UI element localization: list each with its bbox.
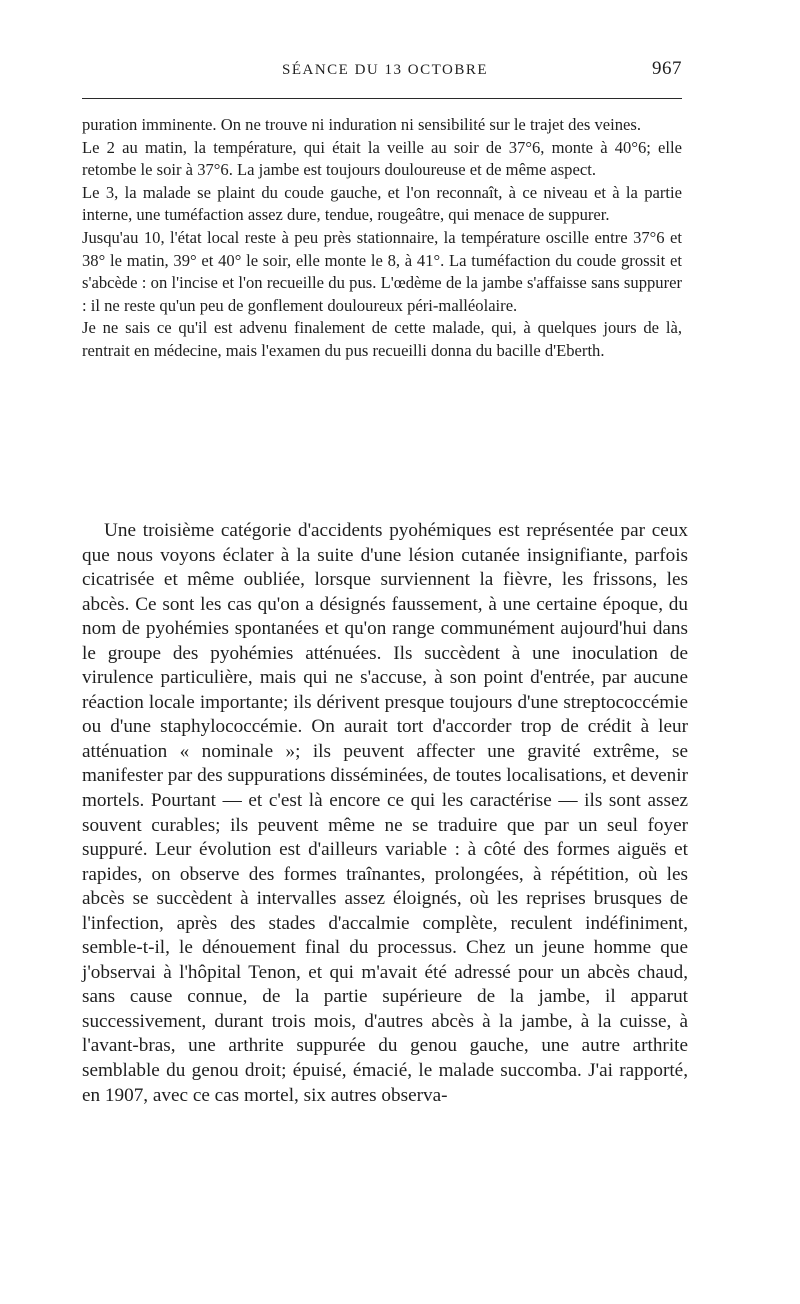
running-header: [82, 56, 682, 86]
running-title: SÉANCE DU 13 OCTOBRE: [282, 62, 488, 78]
body-paragraph: Une troisième catégorie d'accidents pyohémiques est représentée par ceux que nous voyons éclater à la suite d'une lésion cutanée insignifiante, parfois cicatrisée et même oubliée, lorsque surviennent la fièvre, les frissons, les abcès. Ce sont les cas qu'on a désignés faussement, à une certaine époque, du nom de pyohémies spontanées et qu'on range communément aujourd'hui dans le groupe des pyohémies atténuées. Ils succèdent à une inoculation de virulence particulière, mais qui ne s'accuse, à son point d'entrée, par aucune réaction locale importante; ils dérivent presque toujours d'une streptococcémie ou d'une staphylococcémie. On aurait tort d'accorder trop de crédit à leur atténuation « nominale »; ils peuvent affecter une gravité extrême, se manifester par des suppurations disséminées, de toutes localisations, et devenir mortels. Pourtant — et c'est là encore ce qui les caractérise — ils sont assez souvent curables; ils peuvent même ne se traduire que par un seul foyer suppuré. Leur évolution est d'ailleurs variable : à côté des formes aiguës et rapides, on observe des formes traînantes, prolongées, à répétition, où les abcès se succèdent à intervalles assez éloignés, où les reprises brusques de l'infection, après des stades d'accalmie complète, reculent indéfiniment, semble-t-il, le dénouement final du processus. Chez un jeune homme que j'observai à l'hôpital Tenon, et qui m'avait été adressé pour un abcès chaud, sans cause connue, de la partie supérieure de la jambe, il apparut successivement, durant trois mois, d'autres abcès à la jambe, à la cuisse, à l'avant-bras, une arthrite suppurée du genou gauche, une autre arthrite semblable du genou droit; épuisé, émacié, le malade succomba. J'ai rapporté, en 1907, avec ce cas mortel, six autres observa-: [82, 520, 688, 1106]
case-report: [82, 114, 682, 363]
case-paragraph: Le 3, la malade se plaint du coude gauche, et l'on reconnaît, à ce niveau et à la partie interne, une tuméfaction assez dure, tendue, rougeâtre, qui menace de suppurer.: [82, 182, 682, 225]
main-body: [82, 519, 688, 1108]
case-paragraph: Jusqu'au 10, l'état local reste à peu près stationnaire, la température oscille entre 37°6 et 38° le matin, 39° et 40° le soir, elle monte le 8, à 41°. La tuméfaction du coude grossit et s'abcède : on l'incise et l'on recueille du pus. L'œdème de la jambe s'affaisse sans suppurer : il ne reste qu'un peu de gonflement douloureux péri-malléolaire.: [82, 227, 682, 315]
case-paragraph: Le 2 au matin, la température, qui était la veille au soir de 37°6, monte à 40°6; elle retombe le soir à 37°6. La jambe est toujours douloureuse et de même aspect.: [82, 137, 682, 180]
header-rule: [82, 98, 682, 99]
case-paragraph: Je ne sais ce qu'il est advenu finalement de cette malade, qui, à quelques jours de là, rentrait en médecine, mais l'examen du pus recueilli donna du bacille d'Eberth.: [82, 318, 682, 360]
page-number: 967: [652, 58, 682, 79]
case-paragraph: puration imminente. On ne trouve ni induration ni sensibilité sur le trajet des veines.: [82, 115, 641, 134]
